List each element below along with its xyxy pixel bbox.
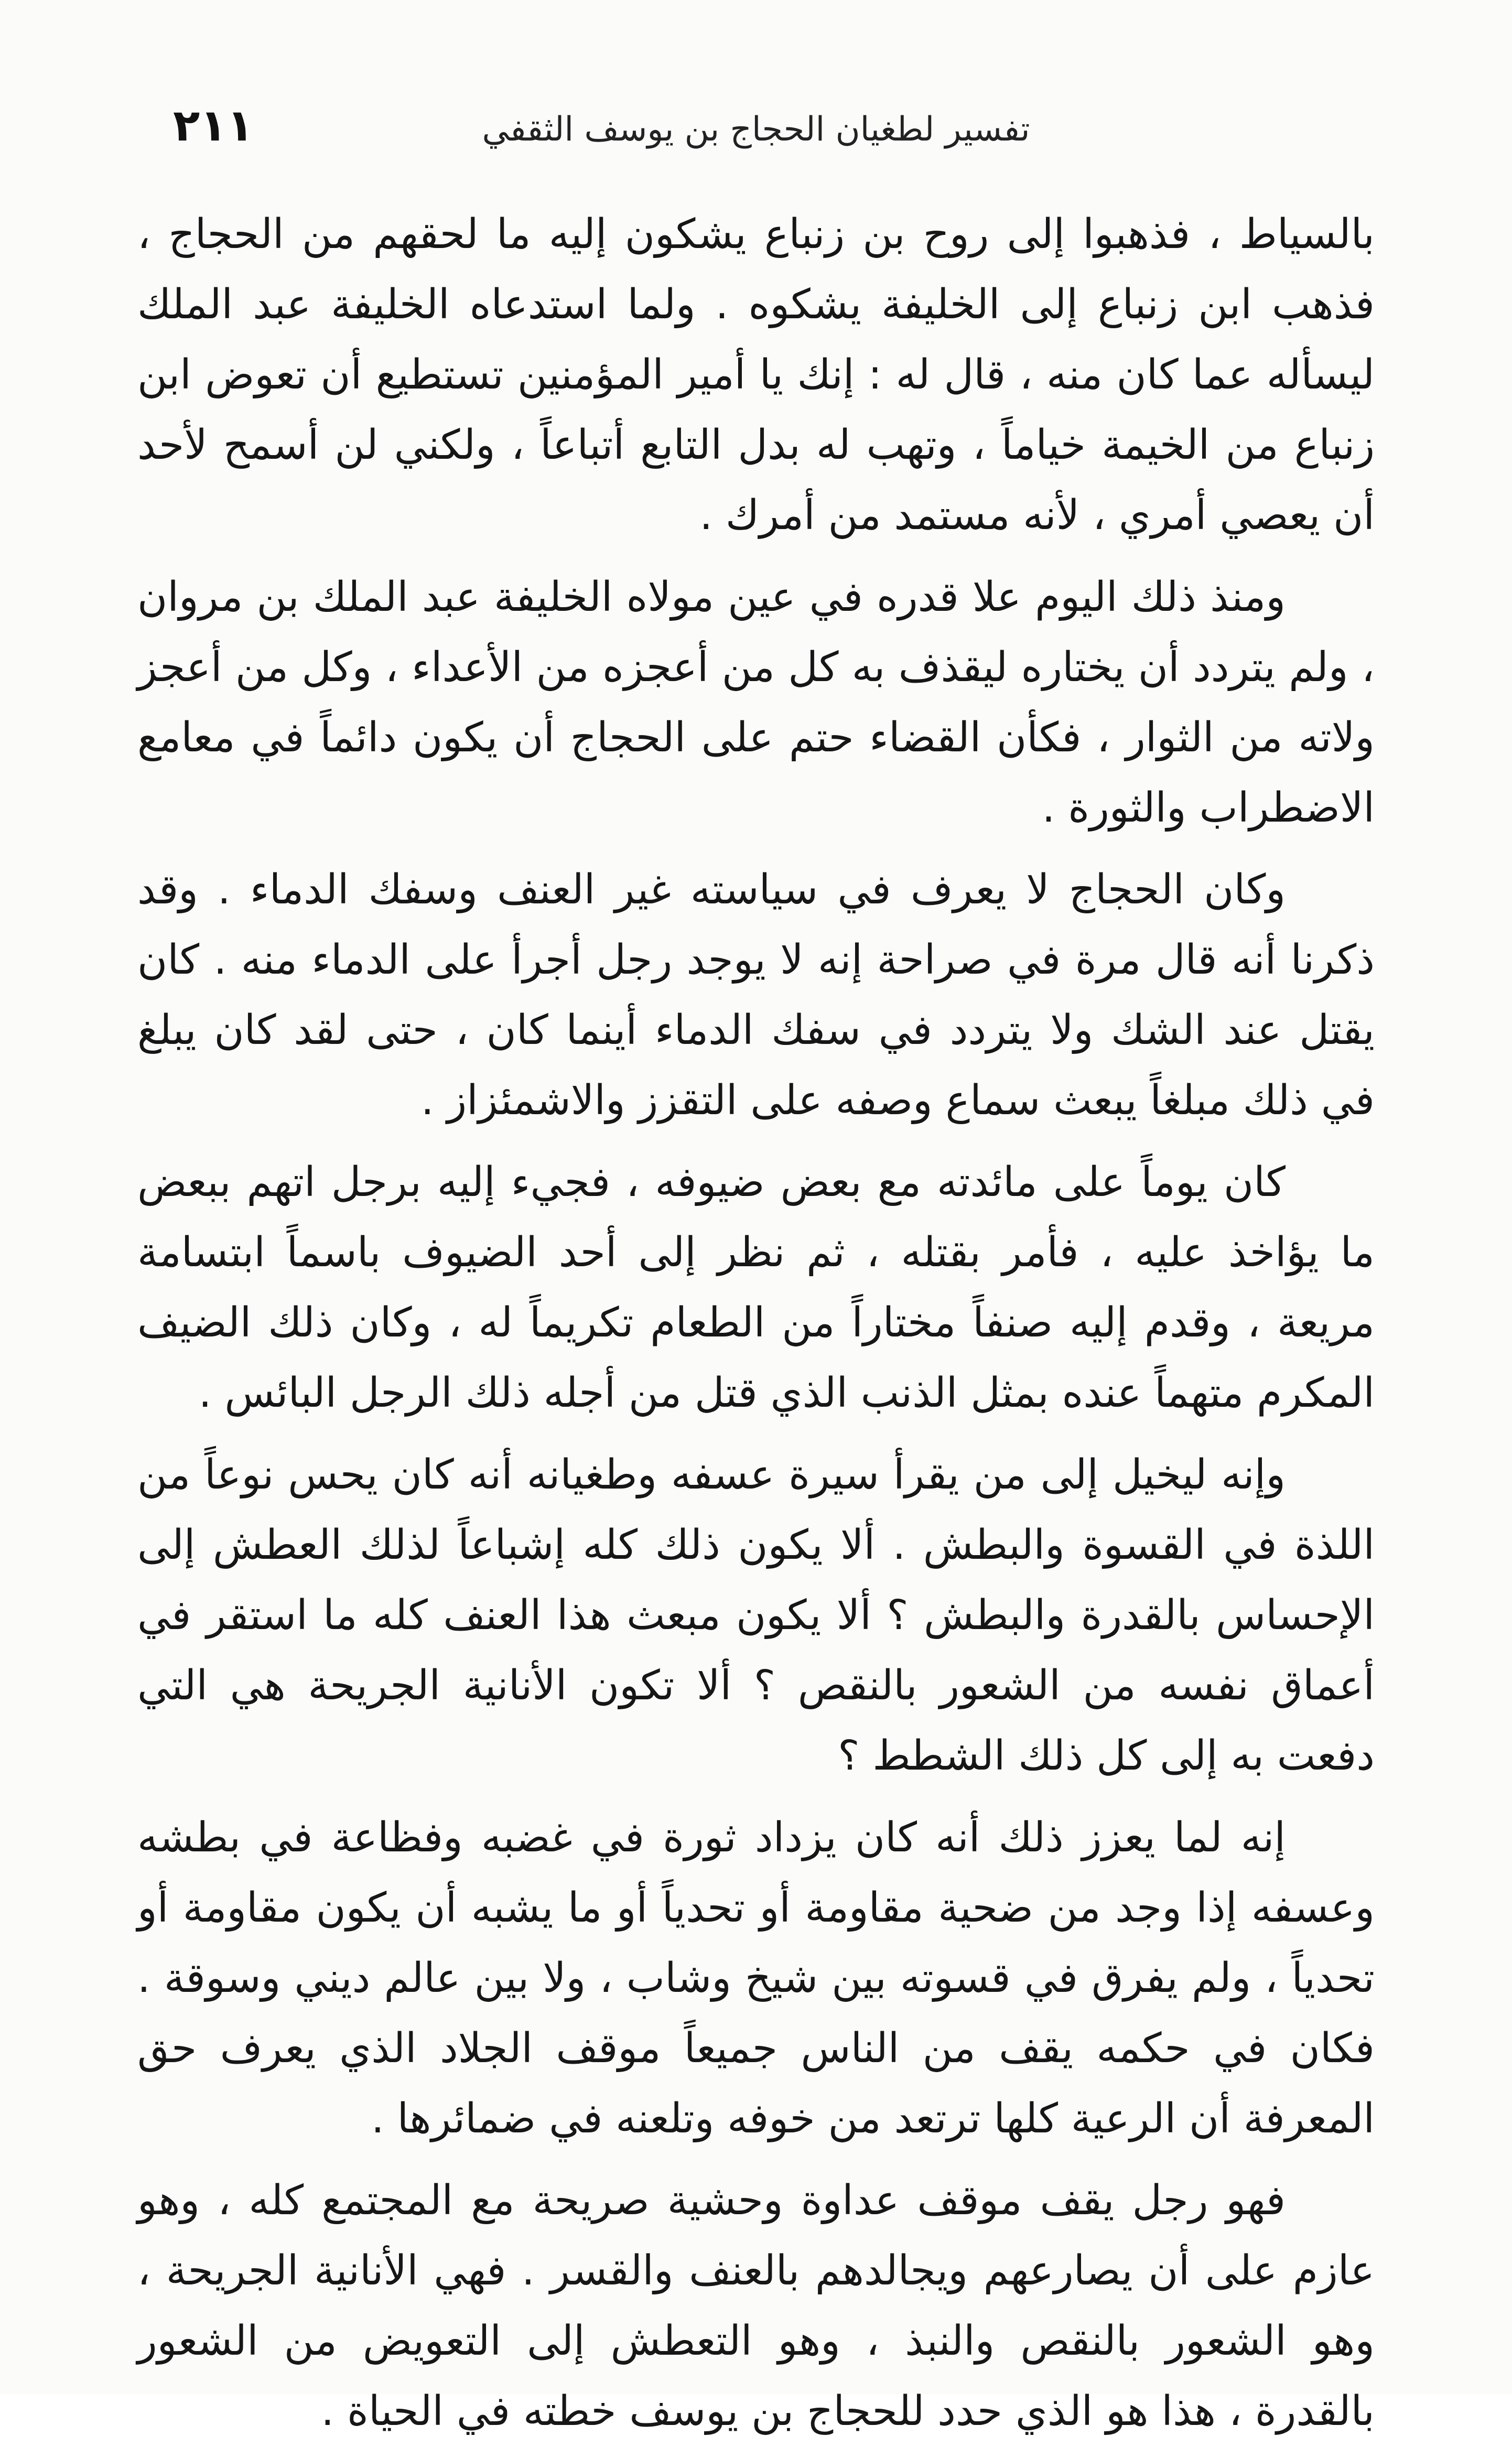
page-header — [136, 100, 1376, 168]
body-text — [137, 199, 1375, 2458]
running-title: تفسير لطغيان الحجاج بن يوسف الثقفي — [482, 110, 1030, 149]
paragraph-4: كان يوماً على مائدته مع بعض ضيوفه ، فجيء إليه برجل اتهم ببعض ما يؤاخذ عليه ، فأمر بقتله ، ثم نظر إلى أحد الضيوف باسماً ابتسامة مريعة ، وقدم إليه صنفاً مختاراً من الطعام تكريماً له ، وكان ذلك الضيف المكرم متهماً عنده بمثل الذنب الذي قتل من أجله ذلك الرجل البائس . — [137, 1159, 1375, 1417]
paragraph-6: إنه لما يعزز ذلك أنه كان يزداد ثورة في غضبه وفظاعة في بطشه وعسفه إذا وجد من ضحية مقاومة أو تحدياً أو ما يشبه أن يكون مقاومة أو تحدياً ، ولم يفرق في قسوته بين شيخ وشاب ، ولا بين عالم ديني وسوقة . فكان في حكمه يقف من الناس جميعاً موقف الجلاد الذي يعرف حق المعرفة أن الرعية كلها ترتعد من خوفه وتلعنه في ضمائرها . — [137, 1814, 1375, 2142]
paragraph-7: فهو رجل يقف موقف عداوة وحشية صريحة مع المجتمع كله ، وهو عازم على أن يصارعهم ويجالدهم بالعنف والقسر . فهي الأنانية الجريحة ، وهو الشعور بالنقص والنبذ ، وهو التعطش إلى التعويض من الشعور بالقدرة ، هذا هو الذي حدد للحجاج بن يوسف خطته في الحياة . — [137, 2177, 1375, 2435]
paragraph-2: ومنذ ذلك اليوم علا قدره في عين مولاه الخليفة عبد الملك بن مروان ، ولم يتردد أن يختاره ليقذف به كل من أعجزه من الأعداء ، وكل من أعجز ولاته من الثوار ، فكأن القضاء حتم على الحجاج أن يكون دائماً في معامع الاضطراب والثورة . — [137, 574, 1375, 832]
paragraph-5: وإنه ليخيل إلى من يقرأ سيرة عسفه وطغيانه أنه كان يحس نوعاً من اللذة في القسوة والبطش . ألا يكون ذلك كله إشباعاً لذلك العطش إلى الإحساس بالقدرة والبطش ؟ ألا يكون مبعث هذا العنف كله ما استقر في أعماق نفسه من الشعور بالنقص ؟ ألا تكون الأنانية الجريحة هي التي دفعت به إلى كل ذلك الشطط ؟ — [137, 1451, 1375, 1780]
page-number: ٢١١ — [173, 100, 254, 151]
paragraph-1: بالسياط ، فذهبوا إلى روح بن زنباع يشكون إليه ما لحقهم من الحجاج ، فذهب ابن زنباع إلى الخليفة يشكوه . ولما استدعاه الخليفة عبد الملك ليسأله عما كان منه ، قال له : إنك يا أمير المؤمنين تستطيع أن تعوض ابن زنباع من الخيمة خياماً ، وتهب له بدل التابع أتباعاً ، ولكني لن أسمح لأحد أن يعصي أمري ، لأنه مستمد من أمرك . — [137, 211, 1375, 539]
paragraph-3: وكان الحجاج لا يعرف في سياسته غير العنف وسفك الدماء . وقد ذكرنا أنه قال مرة في صراحة إنه لا يوجد رجل أجرأ على الدماء منه . كان يقتل عند الشك ولا يتردد في سفك الدماء أينما كان ، حتى لقد كان يبلغ في ذلك مبلغاً يبعث سماع وصفه على التقزز والاشمئزاز . — [137, 866, 1375, 1124]
